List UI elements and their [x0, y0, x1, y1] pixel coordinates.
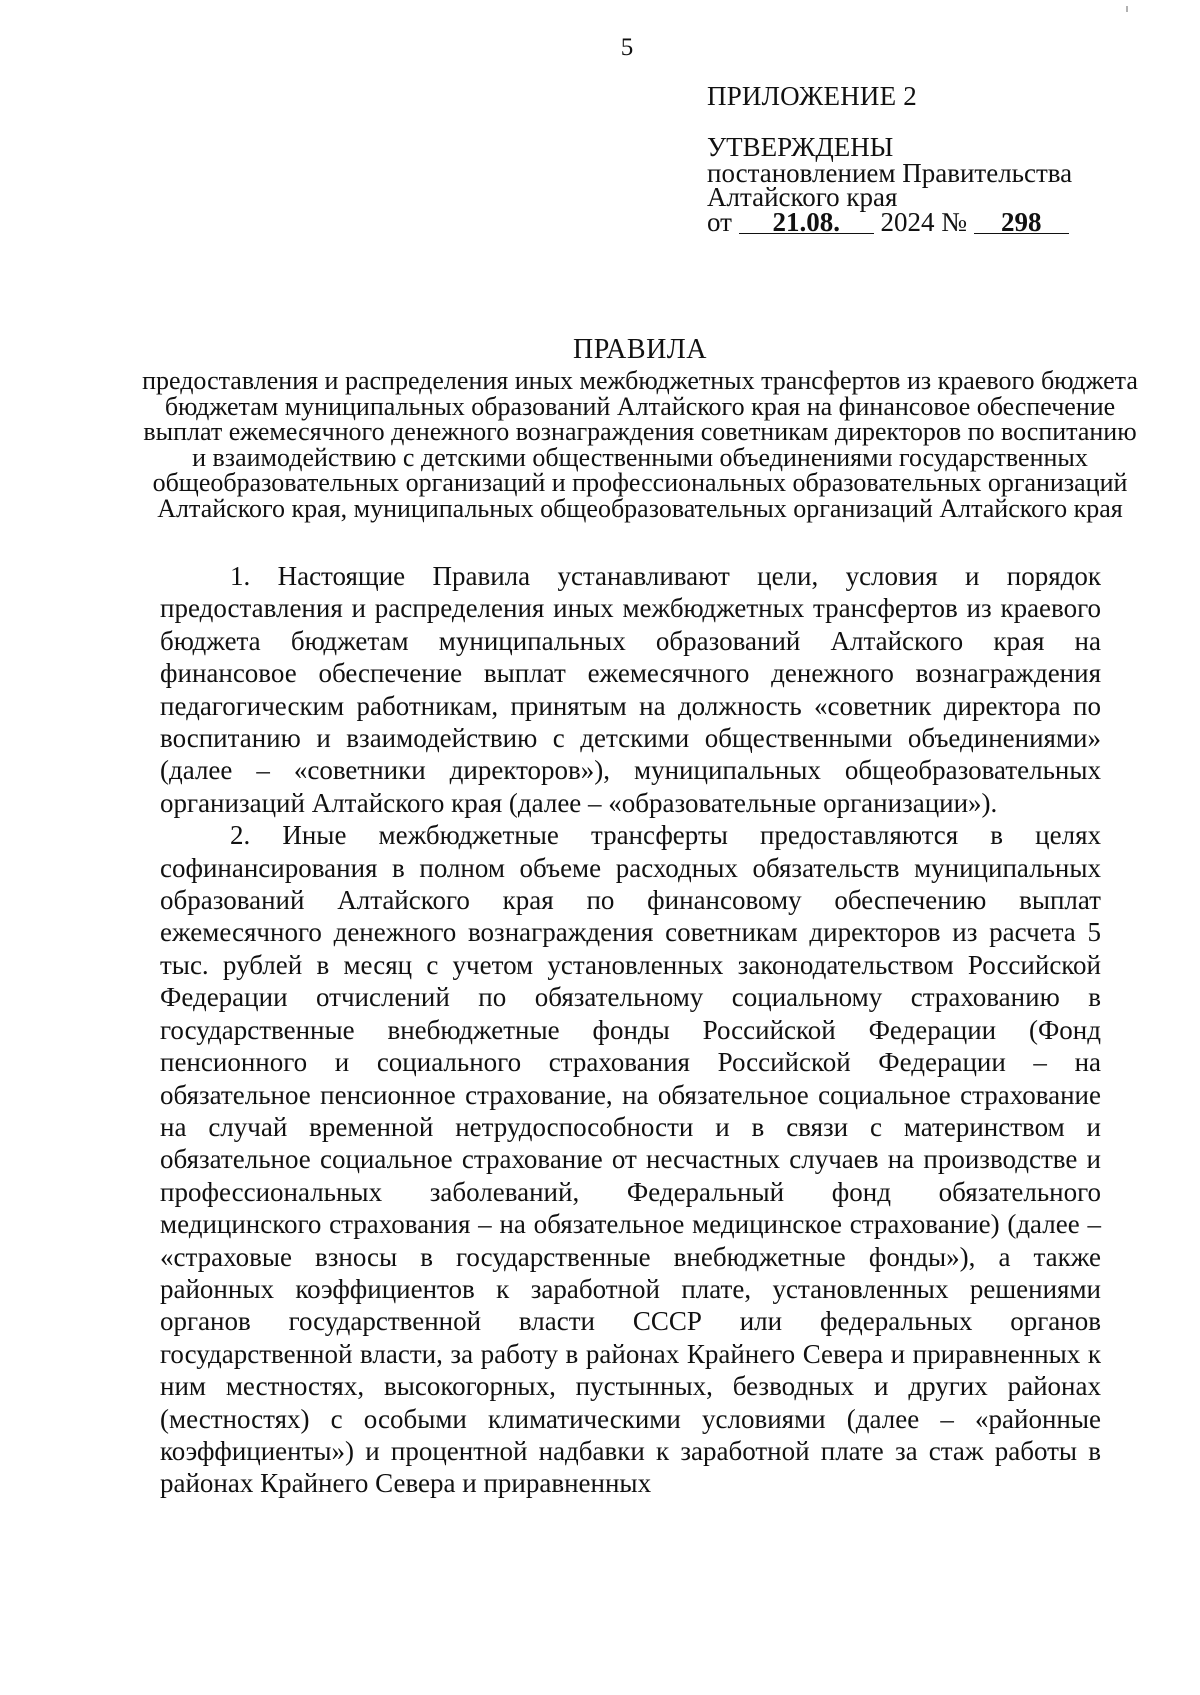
- decree-line-2: Алтайского края: [707, 182, 898, 212]
- document-body: [160, 560, 1101, 1500]
- document-title: ПРАВИЛА: [572, 334, 708, 365]
- approved-label: УТВЕРЖДЕНЫ: [707, 132, 894, 162]
- paragraph-2: 2. Иные межбюджетные трансферты предоставляются в целях софинансирования в полном объеме расходных обязательств муниципальных образований Алтайского края по финансовому обеспечению выплат ежемесячного денежного вознаграждения советникам директоров из расчета 5 тыс. рублей в месяц с учетом установленных законодательством Российской Федерации отчислений по обязательному социальному страхованию в государственные внебюджетные фонды Российской Федерации (Фонд пенсионного и социального страхования Российской Федерации – на обязательное пенсионное страхование, на обязательное социальное страхование на случай временной нетрудоспособности и в связи с материнством и обязательное социальное страхование от несчастных случаев на производстве и профессиональных заболеваний, Федеральный фонд обязательного медицинского страхования – на обязательное медицинское страхование) (далее – «страховые взносы в государственные внебюджетные фонды»), а также районных коэффициентов к заработной плате, установленных решениями органов государственной власти СССР или федеральных органов государственной власти, за работу в районах Крайнего Севера и приравненных к ним местностях, высокогорных, пустынных, безводных и других районах (местностях) с особыми климатическими условиями (далее – «районные коэффициенты») и процентной надбавки к заработной плате за стаж работы в районах Крайнего Севера и приравненных: [160, 820, 1101, 1499]
- paragraph-1: 1. Настоящие Правила устанавливают цели, условия и порядок предоставления и распределения иных межбюджетных трансфертов из краевого бюджета бюджетам муниципальных образований Алтайского края на финансовое обеспечение выплат ежемесячного денежного вознаграждения педагогическим работникам, принятым на должность «советник директора по воспитанию и взаимодействию с детскими общественными объединениями» (далее – «советники директоров»), муниципальных общеобразовательных организаций Алтайского края (далее – «образовательные организации»).: [160, 561, 1101, 818]
- title-block: [140, 334, 1140, 521]
- decree-line-1: постановлением Правительства: [707, 158, 1073, 188]
- appendix-block: [707, 80, 1147, 235]
- document-subtitle: предоставления и распределения иных межбюджетных трансфертов из краевого бюджета бюджетам муниципальных образований Алтайского края на финансовое обеспечение выплат ежемесячного денежного вознаграждения советникам директоров по воспитанию и взаимодействию с детскими общественными объединениями государственных общеобразовательных организаций и профессиональных образовательных организаций Алтайского края, муниципальных общеобразовательных организаций Алтайского края: [142, 366, 1138, 523]
- appendix-title: ПРИЛОЖЕНИЕ 2: [707, 81, 917, 111]
- date-value: 21.08.: [739, 211, 874, 234]
- approval-date-line: [707, 209, 1147, 235]
- scan-mark: [1126, 6, 1128, 12]
- page-number: 5: [620, 34, 634, 61]
- decree-number: 298: [974, 211, 1069, 234]
- date-prefix: от: [707, 207, 732, 237]
- year-label: 2024 №: [880, 207, 967, 237]
